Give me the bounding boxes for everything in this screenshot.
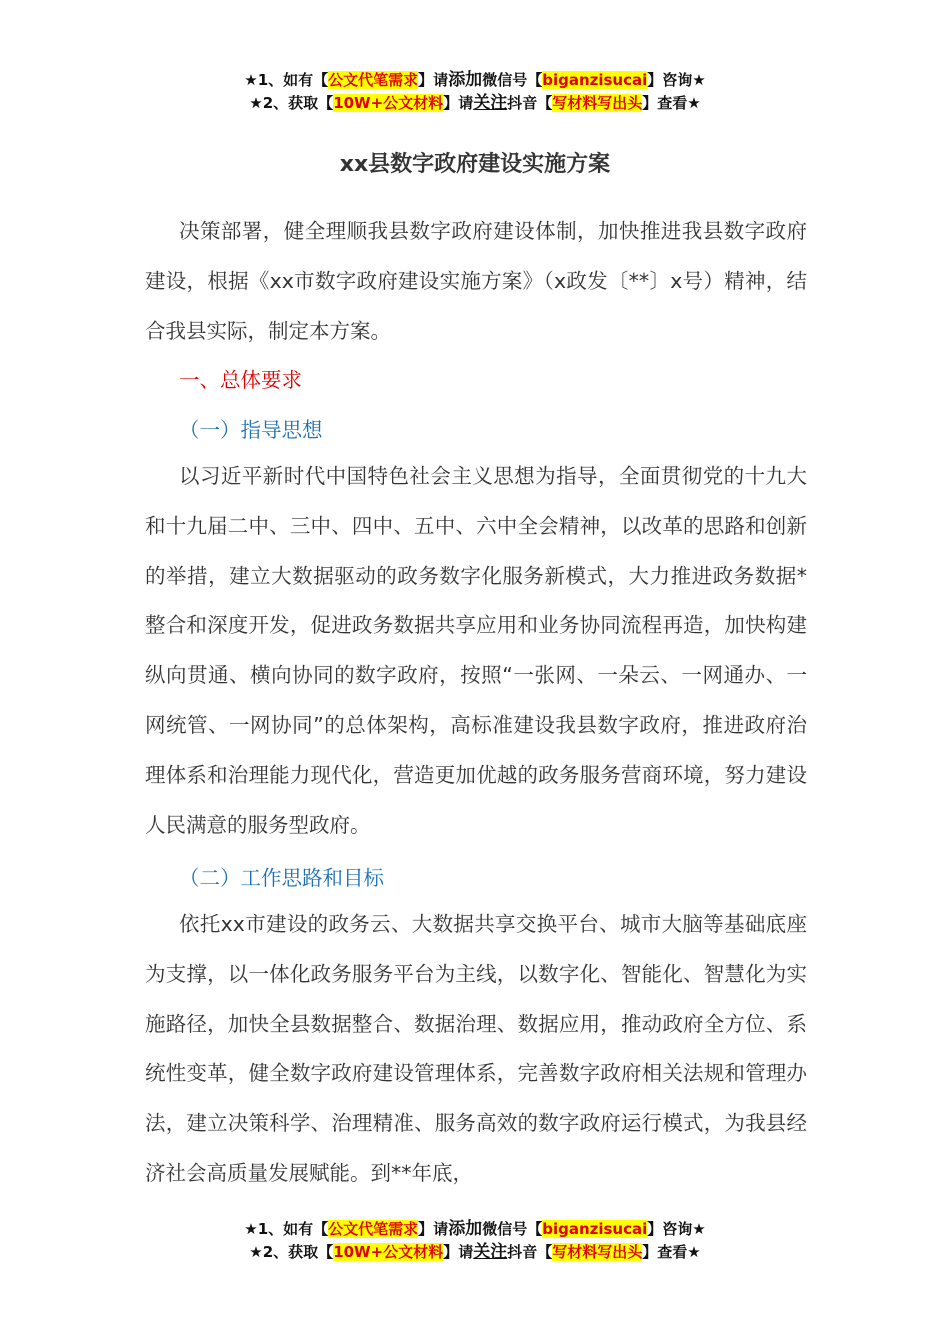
wechat-id: biganzisucai: [542, 1220, 648, 1238]
promo-line-1: ★1、如有【公文代笔需求】请添加微信号【biganzisucai】咨询★: [244, 1219, 706, 1239]
highlight-text: 10W+公文材料: [333, 94, 444, 112]
subsection-heading-guiding-ideology: （一）指导思想: [179, 418, 323, 442]
douyin-account: 写材料写出头: [552, 94, 643, 112]
work-goals-paragraph: 依托xx市建设的政务云、大数据共享交换平台、城市大脑等基础底座为支撑，以一体化政务服务平台为主线，以数字化、智能化、智慧化为实施路径，加快全县数据整合、数据治理、数据应用，推动政府全方位、系统性变革，健全数字政府建设管理体系，完善数字政府相关法规和管理办法，建立决策科学、治理精准、服务高效的数字政府运行模式，为我县经济社会高质量发展赋能。到**年底，: [145, 912, 807, 1185]
highlight-text: 公文代笔需求: [328, 71, 419, 89]
highlight-text: 10W+公文材料: [333, 1243, 444, 1261]
subsection-heading-work-goals: （二）工作思路和目标: [179, 866, 384, 890]
promo-line-2: ★2、获取【10W+公文材料】请关注抖音【写材料写出头】查看★: [249, 93, 701, 113]
section-heading-overall-requirements: 一、总体要求: [179, 368, 302, 392]
guiding-ideology-paragraph: 以习近平新时代中国特色社会主义思想为指导，全面贯彻党的十九大和十九届二中、三中、四中、五中、六中全会精神，以改革的思路和创新的举措，建立大数据驱动的政务数字化服务新模式，大力推进政务数据*整合和深度开发，促进政务数据共享应用和业务协同流程再造，加快构建纵向贯通、横向协同的数字政府，按照“一张网、一朵云、一网通办、一网统管、一网协同”的总体架构，高标准建设我县数字政府，推进政府治理体系和治理能力现代化，营造更加优越的政务服务营商环境，努力建设人民满意的服务型政府。: [145, 464, 807, 837]
wechat-id: biganzisucai: [542, 71, 648, 89]
promo-line-1: ★1、如有【公文代笔需求】请添加微信号【biganzisucai】咨询★: [244, 70, 706, 90]
promo-banner-bottom: [0, 1218, 950, 1264]
promo-banner-top: [0, 69, 950, 115]
document-title: xx县数字政府建设实施方案: [339, 152, 611, 177]
highlight-text: 公文代笔需求: [328, 1220, 419, 1238]
promo-line-2: ★2、获取【10W+公文材料】请关注抖音【写材料写出头】查看★: [249, 1242, 701, 1262]
douyin-account: 写材料写出头: [552, 1243, 643, 1261]
intro-paragraph: 决策部署，健全理顺我县数字政府建设体制，加快推进我县数字政府建设，根据《xx市数字政府建设实施方案》（x政发〔**〕x号）精神，结合我县实际，制定本方案。: [145, 219, 807, 343]
